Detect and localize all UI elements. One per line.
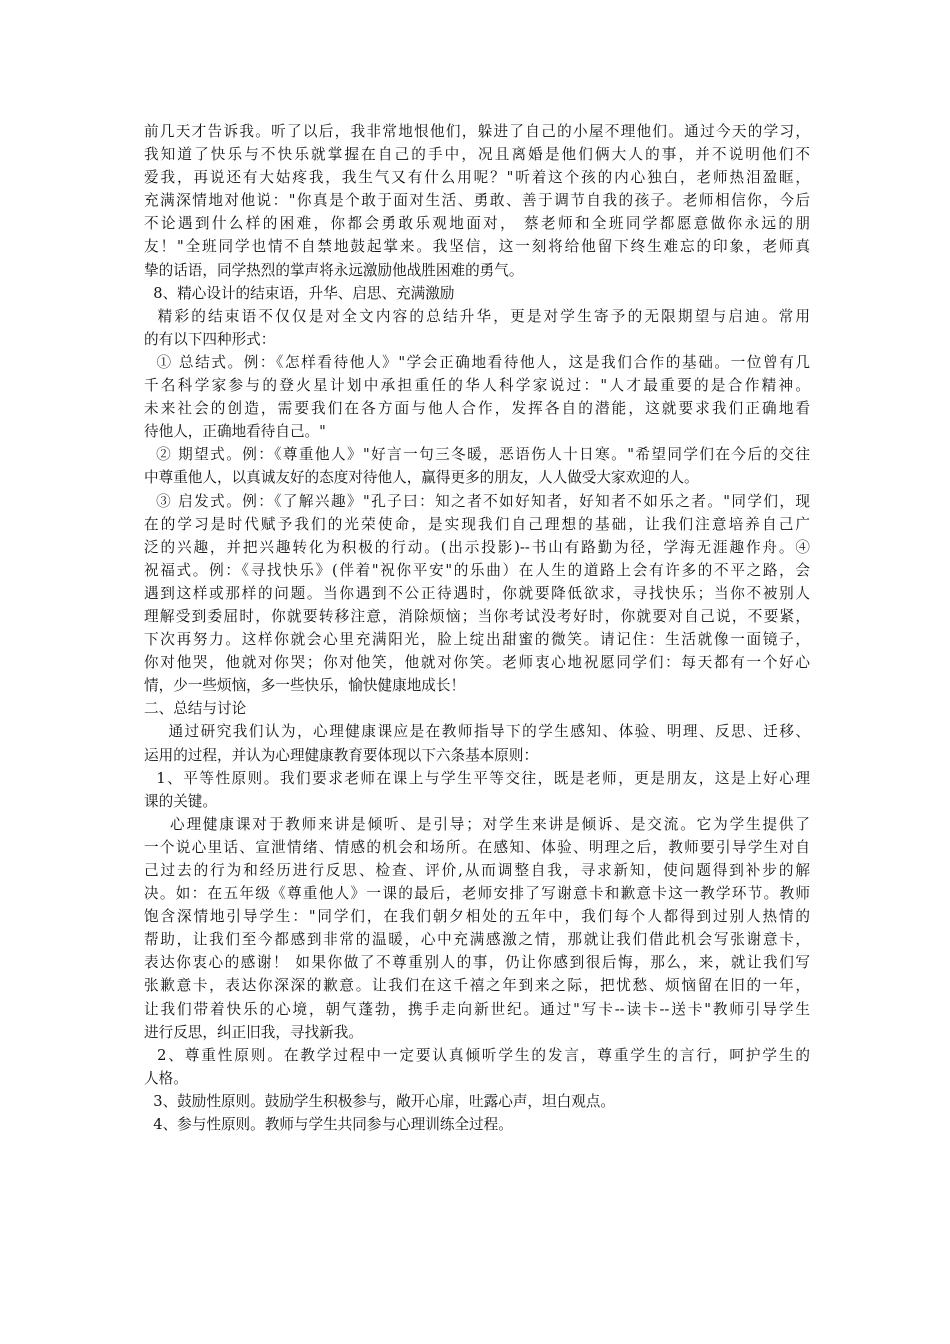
text-line: 精彩的结束语不仅仅是对全文内容的总结升华，更是对学生寄予的无限期望与启迪。常用	[144, 307, 810, 325]
text-line: ③ 启发式。例：《了解兴趣》"孔子曰：知之者不如好知者，好知者不如乐之者。"同学们，现	[144, 492, 810, 510]
text-line: 让我们带着快乐的心境，朝气蓬勃，携手走向新世纪。通过"写卡--读卡--送卡"教师引导学生	[144, 1000, 810, 1018]
text-line: 未来社会的创造，需要我们在各方面与他人合作，发挥各自的潜能，这就要求我们正确地看	[144, 400, 810, 418]
text-line: 友！"全班同学也情不自禁地鼓起掌来。我坚信，这一刻将给他留下终生难忘的印象，老师真	[144, 238, 810, 256]
text-line: 帮助，让我们至今都感到非常的温暖，心中充满感激之情，那就让我们借此机会写张谢意卡，	[144, 931, 810, 949]
text-line: 在的学习是时代赋予我们的光荣使命，是实现我们自己理想的基础，让我们注意培养自己广	[144, 515, 810, 533]
document-body	[144, 120, 810, 1136]
text-line: 1、平等性原则。我们要求老师在课上与学生平等交往，既是老师，更是朋友，这是上好心理	[144, 769, 810, 787]
text-line: ① 总结式。例：《怎样看待他人》"学会正确地看待他人，这是我们合作的基础。一位曾有几	[144, 353, 810, 371]
text-line: 待他人，正确地看待自己。"	[144, 423, 326, 441]
text-line: 前几天才告诉我。听了以后，我非常地恨他们，躲进了自己的小屋不理他们。通过今天的学习，	[144, 123, 810, 140]
section-heading: 二、总结与讨论	[144, 700, 247, 718]
text-line: 人格。	[144, 1069, 188, 1087]
text-line: 4、参与性原则。教师与学生共同参与心理训练全过程。	[144, 1116, 513, 1134]
text-line: 理解受到委屈时，你就要转移注意，消除烦恼；当你考试没考好时，你就要对自己说，不要紧，	[144, 607, 810, 625]
text-line: 遇到这样或那样的问题。当你遇到不公正待遇时，你就要降低欲求，寻找快乐；当你不被别人	[144, 584, 810, 602]
text-line: 不论遇到什么样的困难，你都会勇敢乐观地面对， 蔡老师和全班同学都愿意做你永远的朋	[144, 215, 810, 233]
text-line: 的有以下四种形式：	[144, 330, 276, 348]
text-line: 张歉意卡，表达你深深的歉意。让我们在这千禧之年到来之际，把忧愁、烦恼留在旧的一年，	[144, 977, 810, 995]
text-line: 中尊重他人，以真诚友好的态度对待他人，赢得更多的朋友，人人做受大家欢迎的人。	[144, 469, 699, 487]
text-line: 饱含深情地引导学生："同学们，在我们朝夕相处的五年中，我们每个人都得到过别人热情的	[144, 908, 810, 926]
text-line: 下次再努力。这样你就会心里充满阳光，脸上绽出甜蜜的微笑。请记住：生活就像一面镜子，	[144, 631, 810, 649]
text-line: 课的关键。	[144, 792, 217, 810]
text-line: 己过去的行为和经历进行反思、检查、评价,从而调整自我，寻求新知，使问题得到补步的解	[144, 862, 810, 879]
text-line: 表达你衷心的感谢！ 如果你做了不尊重别人的事，仍让你感到很后悔，那么，来，就让我们写	[144, 954, 810, 972]
text-line: 一个说心里话、宣泄情绪、情感的机会和场所。在感知、体验、明理之后，教师要引导学生对自	[144, 838, 810, 856]
text-line: ② 期望式。例：《尊重他人》"好言一句三冬暖，恶语伤人十日寒。"希望同学们在今后的交往	[144, 446, 810, 464]
text-line: 心理健康课对于教师来讲是倾听、是引导；对学生来讲是倾诉、是交流。它为学生提供了	[144, 815, 810, 833]
text-line: 进行反思，纠正旧我，寻找新我。	[144, 1023, 363, 1041]
text-line: 2、尊重性原则。在教学过程中一定要认真倾听学生的发言，尊重学生的言行，呵护学生的	[144, 1046, 810, 1064]
text-line: 通过研究我们认为，心理健康课应是在教师指导下的学生感知、体验、明理、反思、迁移、	[144, 723, 810, 741]
section-heading: 8、精心设计的结束语，升华、启思、充满激励	[144, 284, 455, 302]
text-line: 我知道了快乐与不快乐就掌握在自己的手中，况且离婚是他们俩大人的事，并不说明他们不	[144, 146, 810, 164]
text-line: 祝福式。例：《寻找快乐》(伴着"祝你平安"的乐曲）在人生的道路上会有许多的不平之路，会	[144, 561, 810, 579]
text-line: 挚的话语，同学热烈的掌声将永远激励他战胜困难的勇气。	[144, 261, 524, 279]
text-line: 决。如：在五年级《尊重他人》一课的最后，老师安排了写谢意卡和歉意卡这一教学环节。教师	[144, 885, 810, 903]
text-line: 泛的兴趣，并把兴趣转化为积极的行动。(出示投影)--书山有路勤为径，学海无涯趣作舟。④	[144, 538, 810, 556]
text-line: 情，少一些烦恼，多一些快乐，愉快健康地成长！	[144, 677, 466, 695]
text-line: 3、鼓励性原则。鼓励学生积极参与，敞开心扉，吐露心声，坦白观点。	[144, 1092, 615, 1110]
text-line: 运用的过程，并认为心理健康教育要体现以下六条基本原则：	[144, 746, 539, 764]
text-line: 充满深情地对他说："你真是个敢于面对生活、勇敢、善于调节自我的孩子。老师相信你，今后	[144, 192, 810, 210]
text-line: 你对他哭，他就对你哭；你对他笑，他就对你笑。老师衷心地祝愿同学们：每天都有一个好心	[144, 654, 810, 672]
text-line: 千名科学家参与的登火星计划中承担重任的华人科学家说过："人才最重要的是合作精神。	[144, 377, 810, 395]
text-line: 爱我，再说还有大姑疼我，我生气又有什么用呢？"听着这个孩的内心独白，老师热泪盈眶，	[144, 169, 810, 187]
